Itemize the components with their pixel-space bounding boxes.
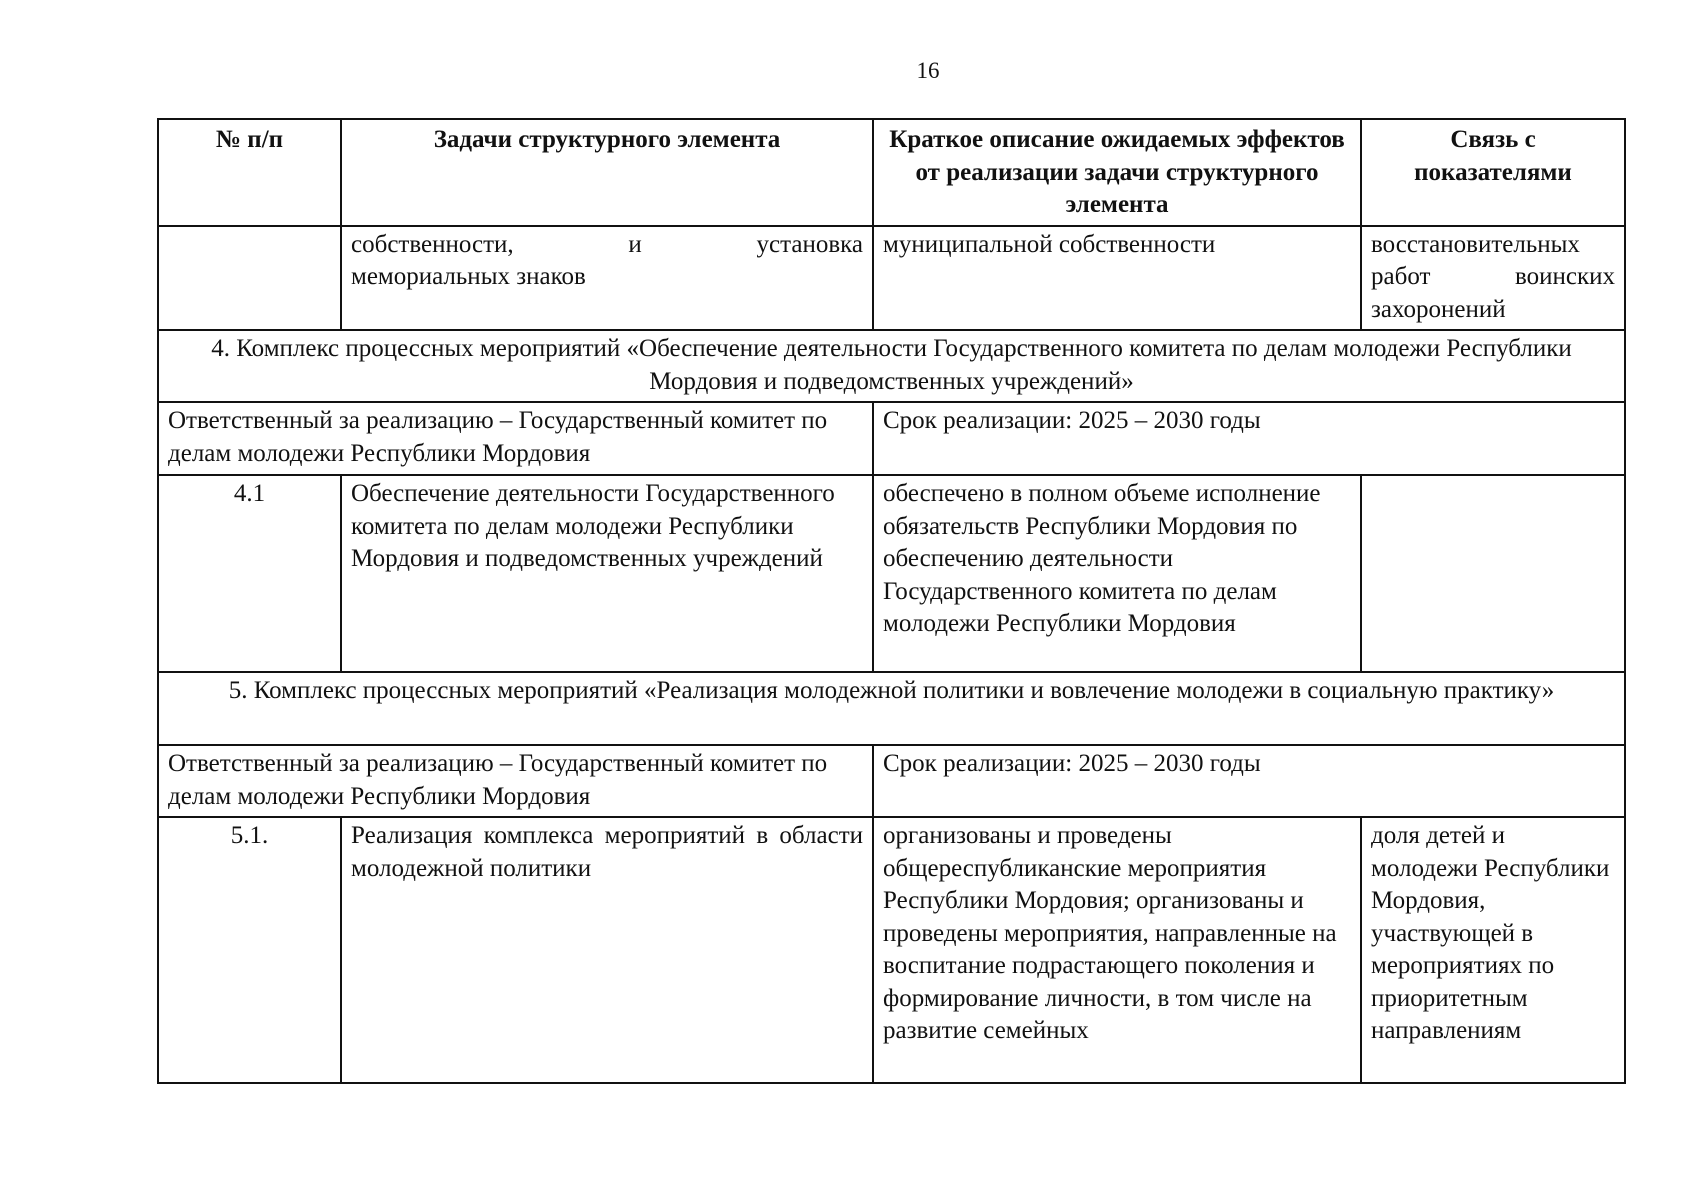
section-title: 5. Комплекс процессных мероприятий «Реализация молодежной политики и вовлечение молодежи в социальную практику» — [158, 672, 1625, 745]
continuation-row — [158, 226, 1625, 331]
measures-table — [157, 118, 1626, 1084]
continuation-number-cell — [158, 226, 341, 331]
column-header-indicators: Связь с показателями — [1361, 119, 1625, 226]
section-title: 4. Комплекс процессных мероприятий «Обеспечение деятельности Государственного комитета по делам молодежи Республики Мордовия и подведомственных учреждений» — [158, 330, 1625, 402]
period-cell: Срок реализации: 2025 – 2030 годы — [873, 402, 1625, 475]
table-header-row — [158, 119, 1625, 226]
row-indicator — [1361, 475, 1625, 672]
row-task: Обеспечение деятельности Государственного комитета по делам молодежи Республики Мордовия и подведомственных учреждений — [341, 475, 873, 672]
row-task: Реализация комплекса мероприятий в области молодежной политики — [341, 817, 873, 1083]
period-cell: Срок реализации: 2025 – 2030 годы — [873, 745, 1625, 817]
row-number: 4.1 — [158, 475, 341, 672]
table-row — [158, 475, 1625, 672]
column-header-tasks: Задачи структурного элемента — [341, 119, 873, 226]
continuation-task-cell — [341, 226, 873, 331]
continuation-task-line: мемориальных знаков — [351, 263, 586, 290]
page-number: 16 — [916, 58, 940, 83]
column-header-effects: Краткое описание ожидаемых эффектов от реализации задачи структурного элемента — [873, 119, 1361, 226]
row-indicator: доля детей и молодежи Республики Мордовия, участвующей в мероприятиях по приоритетным направлениям — [1361, 817, 1625, 1083]
section-title-row — [158, 330, 1625, 402]
row-number: 5.1. — [158, 817, 341, 1083]
responsible-cell: Ответственный за реализацию – Государственный комитет по делам молодежи Республики Мордовия — [158, 402, 873, 475]
responsible-row — [158, 745, 1625, 817]
column-header-number: № п/п — [158, 119, 341, 226]
continuation-indicator-cell: восстановительных работ воинских захоронений — [1361, 226, 1625, 331]
continuation-task-line: собственности, и установка — [351, 230, 863, 258]
row-effect: обеспечено в полном объеме исполнение обязательств Республики Мордовия по обеспечению деятельности Государственного комитета по делам молодежи Республики Мордовия — [873, 475, 1361, 672]
responsible-row — [158, 402, 1625, 475]
section-title-row — [158, 672, 1625, 745]
continuation-effect-cell: муниципальной собственности — [873, 226, 1361, 331]
responsible-cell: Ответственный за реализацию – Государственный комитет по делам молодежи Республики Мордовия — [158, 745, 873, 817]
row-effect: организованы и проведены общереспубликанские мероприятия Республики Мордовия; организованы и проведены мероприятия, направленные на воспитание подрастающего поколения и формирование личности, в том числе на развитие семейных — [873, 817, 1361, 1083]
table-row — [158, 817, 1625, 1083]
